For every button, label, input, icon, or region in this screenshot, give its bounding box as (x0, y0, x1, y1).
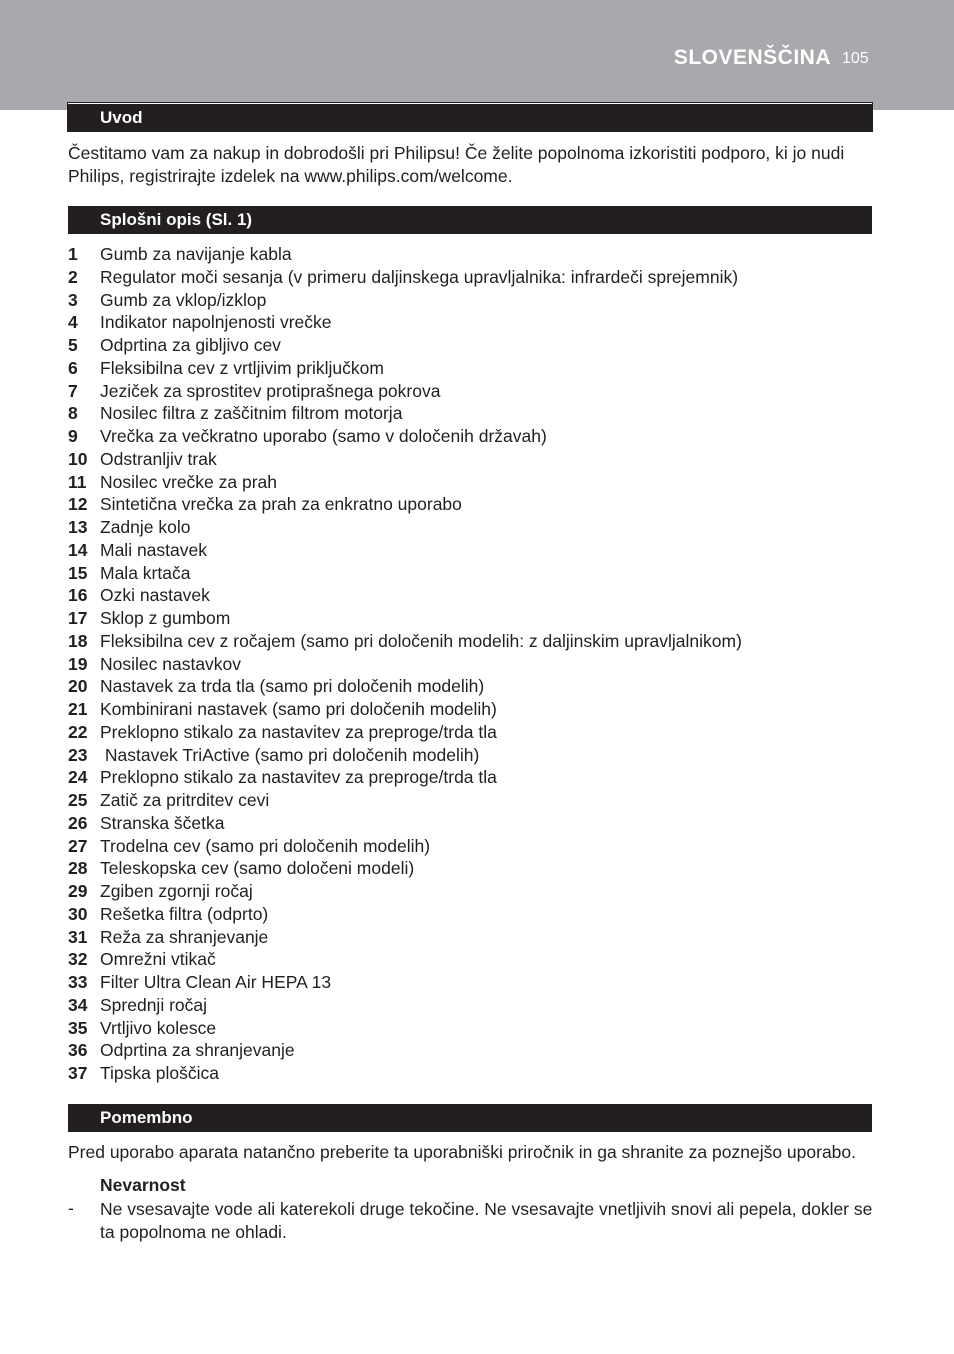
list-item-text: Omrežni vtikač (100, 949, 216, 970)
list-item-number: 21 (68, 699, 88, 719)
section-heading-uvod (68, 103, 872, 131)
list-item-number: 15 (68, 562, 88, 583)
list-item-text: Reža za shranjevanje (100, 926, 269, 947)
list-item-number: 13 (68, 517, 88, 537)
list-item-number: 17 (68, 608, 88, 628)
important-paragraph: Pred uporabo aparata natančno preberite ta uporabniški priročnik in ga shranite za poznejšo uporabo. (68, 1142, 857, 1162)
list-item-number: 35 (68, 1017, 88, 1038)
list-item-number: 7 (68, 380, 78, 401)
section-heading-general-description (68, 206, 872, 234)
list-item-number: 5 (68, 335, 78, 355)
list-item (68, 630, 742, 653)
list-item (68, 357, 742, 380)
list-item-text: Vrtljivo kolesce (100, 1017, 217, 1038)
list-item-text: Odstranljiv trak (100, 448, 217, 469)
list-item-text: Odprtina za shranjevanje (100, 1040, 295, 1061)
list-item-number: 22 (68, 721, 88, 742)
list-item-text: Nosilec nastavkov (100, 653, 242, 674)
list-item (68, 971, 742, 994)
list-item-text: Nosilec filtra z zaščitnim filtrom motorja (100, 403, 403, 424)
list-item-text: Sprednji ročaj (100, 994, 207, 1015)
list-item-number: 12 (68, 494, 88, 515)
list-item-number: 8 (68, 403, 78, 424)
list-item-text: Odprtina za gibljivo cev (100, 335, 281, 355)
list-item-number: 34 (68, 994, 88, 1015)
list-item (68, 857, 742, 880)
list-item (68, 516, 742, 539)
list-item (68, 675, 742, 698)
list-item-text: Indikator napolnjenosti vrečke (100, 312, 332, 333)
list-item-text: Kombinirani nastavek (samo pri določenih modelih) (100, 699, 497, 719)
list-item (68, 903, 742, 926)
list-item (68, 812, 742, 835)
list-item-text: Jeziček za sprostitev protiprašnega pokrova (100, 380, 441, 401)
list-item (68, 584, 742, 607)
list-item-text: Rešetka filtra (odprto) (100, 903, 269, 924)
list-item-text: Fleksibilna cev z vrtljivim priključkom (100, 357, 384, 378)
list-item (68, 380, 742, 403)
list-item (68, 448, 742, 471)
list-item (68, 607, 742, 630)
list-item-number: 30 (68, 903, 88, 924)
list-item-number: 4 (68, 312, 78, 333)
list-item-number: 37 (68, 1063, 88, 1083)
list-item-number: 27 (68, 835, 88, 856)
list-item (68, 289, 742, 312)
intro-paragraph: Čestitamo vam za nakup in dobrodošli pri Philipsu! Če želite popolnoma izkoristiti podporo, ki jo nudi Philips, registrirajte izdelek na www.philips.com/welcome. (68, 143, 845, 186)
list-item (68, 926, 742, 949)
list-item (68, 698, 742, 721)
list-item-number: 31 (68, 926, 88, 947)
list-item-text: Vrečka za večkratno uporabo (samo v določenih državah) (100, 426, 547, 446)
list-item-text: Sintetična vrečka za prah za enkratno uporabo (100, 494, 462, 515)
list-item-number: 14 (68, 539, 88, 560)
danger-subheading: Nevarnost (100, 1175, 186, 1195)
list-item-number: 1 (68, 244, 78, 264)
list-item-number: 3 (68, 289, 78, 310)
list-item-text: Nosilec vrečke za prah (100, 471, 278, 492)
list-item-number: 18 (68, 630, 88, 651)
list-item-text: Preklopno stikalo za nastavitev za preproge/trda tla (100, 767, 497, 788)
section-heading-pomembno (68, 1104, 872, 1132)
list-item (68, 766, 742, 789)
list-item (68, 880, 742, 903)
list-item-text: Stranska ščetka (100, 812, 225, 833)
list-item (68, 334, 742, 357)
header-band (0, 0, 954, 110)
list-item-number: 24 (68, 767, 88, 788)
list-item-text: Filter Ultra Clean Air HEPA 13 (100, 972, 332, 992)
section-title: Pomembno (100, 1108, 193, 1127)
list-item (68, 402, 742, 425)
list-item-text: Zatič za pritrditev cevi (100, 790, 270, 810)
list-item-number: 33 (68, 972, 88, 992)
list-item-text: Preklopno stikalo za nastavitev za preproge/trda tla (100, 721, 497, 742)
list-item-text: Ozki nastavek (100, 585, 210, 606)
list-item-text: Nastavek TriActive (samo pri določenih modelih) (100, 744, 480, 765)
list-item-number: 28 (68, 858, 88, 879)
list-item-text: Sklop z gumbom (100, 608, 231, 628)
list-item (68, 1017, 742, 1040)
list-item (68, 789, 742, 812)
list-item-number: 9 (68, 426, 78, 446)
section-title: Splošni opis (Sl. 1) (100, 210, 253, 229)
list-item-number: 29 (68, 881, 88, 901)
page-number: 105 (842, 50, 869, 67)
list-item-number: 11 (68, 471, 87, 492)
list-item-number: 32 (68, 949, 88, 970)
list-item-number: 26 (68, 812, 88, 833)
list-item-text: Fleksibilna cev z ročajem (samo pri določenih modelih: z daljinskim upravljalnikom) (100, 630, 742, 651)
list-item (68, 243, 742, 266)
list-item-text: Teleskopska cev (samo določeni modeli) (100, 858, 415, 879)
list-item (68, 721, 742, 744)
list-item (68, 994, 742, 1017)
list-item (68, 653, 742, 676)
list-item-number: 2 (68, 266, 78, 287)
list-item (68, 744, 742, 767)
list-item-text: Zadnje kolo (100, 517, 191, 537)
list-item-number: 19 (68, 653, 88, 674)
list-item (68, 539, 742, 562)
list-item (68, 1039, 742, 1062)
list-item (68, 835, 742, 858)
list-item (68, 471, 742, 494)
list-item-text: Nastavek za trda tla (samo pri določenih modelih) (100, 676, 485, 697)
danger-bullet-text: Ne vsesavajte vode ali katerekoli druge tekočine. Ne vsesavajte vnetljivih snovi ali pepela, dokler se ta popolnoma ne ohladi. (100, 1199, 873, 1242)
list-item (68, 948, 742, 971)
list-item-text: Zgiben zgornji ročaj (100, 881, 253, 901)
list-item-text: Mala krtača (100, 562, 191, 583)
language-title: SLOVENŠČINA (673, 46, 831, 69)
list-item-text: Mali nastavek (100, 539, 207, 560)
list-item-number: 10 (68, 448, 88, 469)
list-item-number: 36 (68, 1040, 88, 1061)
list-item (68, 493, 742, 516)
list-item (68, 311, 742, 334)
list-item-text: Regulator moči sesanja (v primeru daljinskega upravljalnika: infrardeči sprejemnik) (100, 266, 739, 287)
list-item-text: Gumb za navijanje kabla (100, 244, 292, 264)
list-item-number: 6 (68, 357, 78, 378)
list-item-number: 16 (68, 585, 88, 606)
list-item-number: 23 (68, 744, 88, 765)
list-item (68, 266, 742, 289)
list-item-number: 25 (68, 790, 88, 810)
section-title: Uvod (100, 108, 143, 127)
list-item (68, 562, 742, 585)
list-item-text: Tipska ploščica (100, 1063, 219, 1083)
list-item (68, 425, 742, 448)
list-item-text: Trodelna cev (samo pri določenih modelih) (100, 835, 431, 856)
list-item-number: 20 (68, 676, 88, 697)
bullet-marker: - (68, 1198, 74, 1218)
list-item (68, 1062, 742, 1085)
parts-list (68, 243, 742, 1085)
list-item-text: Gumb za vklop/izklop (100, 289, 267, 310)
